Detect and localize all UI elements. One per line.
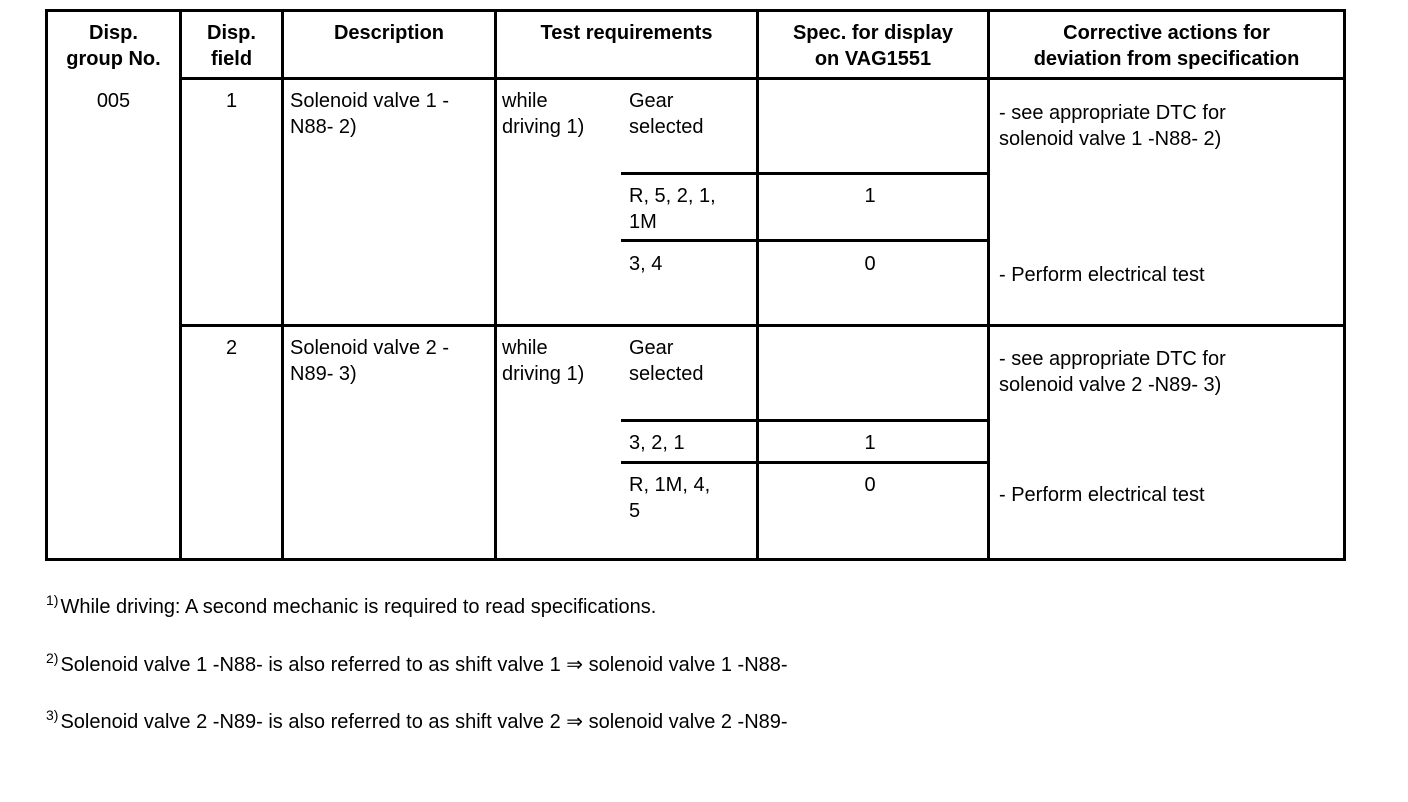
row1-condition: while driving 1) [502,90,585,138]
row1-action-electrical: - Perform electrical test [999,264,1205,286]
row2-description: Solenoid valve 2 - N89- 3) [290,337,449,385]
col-divider-5 [987,9,990,561]
col-divider-3 [494,9,497,561]
header-description: Description [333,22,445,44]
row-divider [180,324,1346,327]
row2-spec-b: 0 [864,474,876,496]
gear-divider-r1a [621,172,989,175]
footnote-1 [46,594,656,621]
header-group-no: Disp. group No. [66,22,161,70]
row2-condition: while driving 1) [502,337,585,385]
row1-actions: - see appropriate DTC for solenoid valve 1 -N88- 2) [999,102,1226,150]
row2-gear-a: 3, 2, 1 [629,432,685,454]
footnote-3-text: Solenoid valve 2 -N89- is also referred to as shift valve 2 ⇒ solenoid valve 2 -N89- [60,711,788,733]
header-field: Disp. field [207,22,256,70]
row1-gear-b: 3, 4 [629,253,663,275]
row1-gear-label: Gear selected [629,90,704,138]
row2-field: 2 [225,337,238,359]
footnote-1-mark: 1) [46,592,59,608]
footnote-2 [46,652,788,679]
gear-divider-r2b [621,461,989,464]
footnote-3-mark: 3) [46,707,59,723]
group-number: 005 [96,90,131,112]
footnote-3 [46,709,788,736]
table-border-bottom [45,558,1346,561]
table-border-right [1343,9,1346,561]
footnote-1-text: While driving: A second mechanic is required to read specifications. [60,596,657,618]
gear-divider-r1b [621,239,989,242]
gear-divider-r2a [621,419,989,422]
footnote-2-mark: 2) [46,650,59,666]
header-spec: Spec. for display on VAG1551 [792,22,954,70]
footnote-2-text: Solenoid valve 1 -N88- is also referred to as shift valve 1 ⇒ solenoid valve 1 -N88- [60,654,788,676]
row2-gear-b: R, 1M, 4, 5 [629,474,711,522]
header-corrective: Corrective actions for deviation from specification [1033,22,1300,70]
row1-field: 1 [225,90,238,112]
header-divider [180,77,1346,80]
row2-action-electrical: - Perform electrical test [999,484,1205,506]
row1-description: Solenoid valve 1 - N88- 2) [290,90,449,138]
row2-gear-label: Gear selected [629,337,704,385]
col-divider-2 [281,9,284,561]
table-border-top [45,9,1346,12]
row2-spec-a: 1 [864,432,876,454]
row1-spec-a: 1 [864,185,876,207]
header-test-requirements: Test requirements [540,22,713,44]
row1-gear-a: R, 5, 2, 1, 1M [629,185,716,233]
row2-actions: - see appropriate DTC for solenoid valve 2 -N89- 3) [999,348,1226,396]
row1-spec-b: 0 [864,253,876,275]
